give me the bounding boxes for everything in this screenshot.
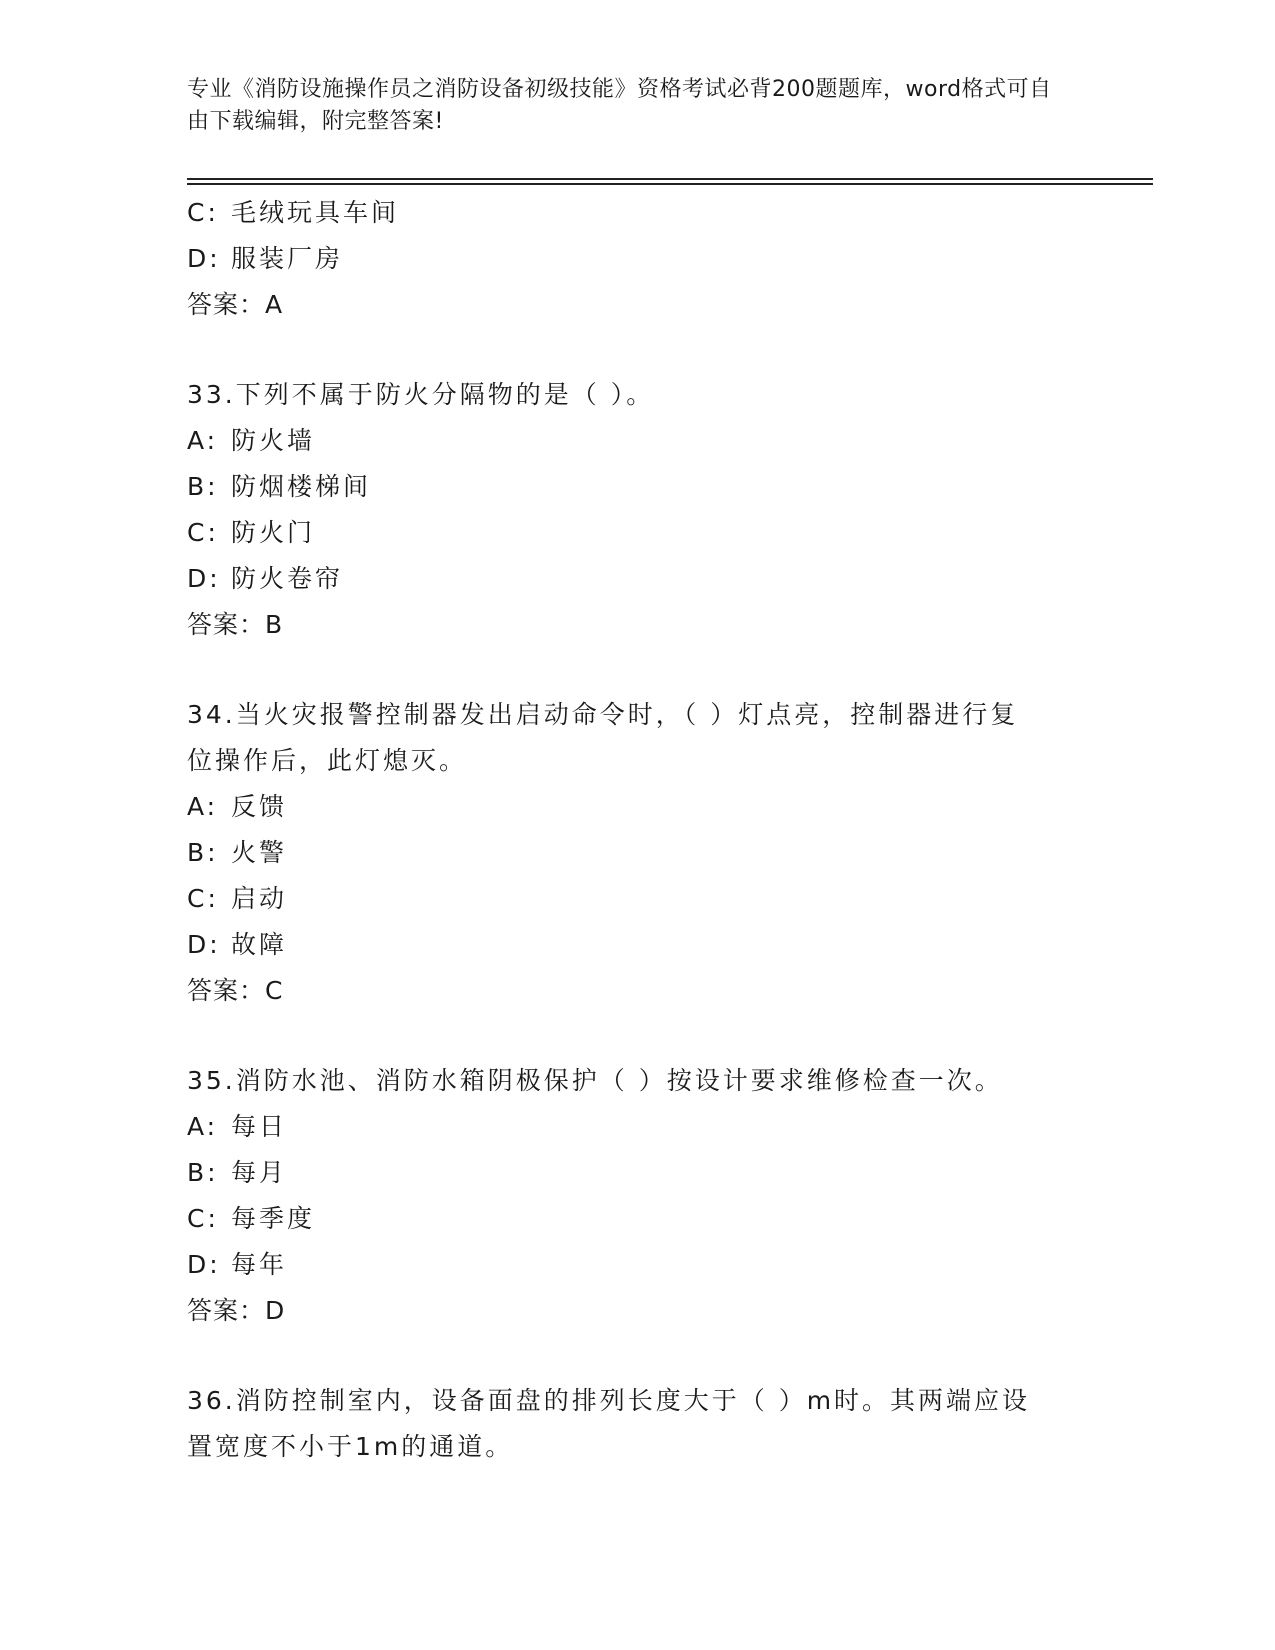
question-35 <box>187 1058 1067 1334</box>
question-text-line2: 置宽度不小于1m的通道。 <box>187 1432 514 1461</box>
option-b: B: 防烟楼梯间 <box>187 472 372 501</box>
question-text-line1: 36.消防控制室内，设备面盘的排列长度大于（ ）m时。其两端应设 <box>187 1386 1031 1415</box>
answer: 答案：B <box>187 610 284 639</box>
page-header <box>187 74 1067 138</box>
header-rule-bottom <box>187 183 1153 185</box>
option-c: C: 每季度 <box>187 1204 316 1233</box>
document-title: 专业《消防设施操作员之消防设备初级技能》资格考试必背200题题库，word格式可自由下载编辑，附完整答案! <box>187 77 1052 134</box>
option-c: C: 启动 <box>187 884 288 913</box>
question-34 <box>187 692 1067 1014</box>
question-33 <box>187 372 1067 648</box>
question-text: 35.消防水池、消防水箱阴极保护（ ）按设计要求维修检查一次。 <box>187 1066 1003 1095</box>
answer: 答案：C <box>187 976 284 1005</box>
option-a: A: 反馈 <box>187 792 288 821</box>
question-text: 33.下列不属于防火分隔物的是（ ）。 <box>187 380 655 409</box>
option-b: B: 火警 <box>187 838 288 867</box>
option-a: A: 防火墙 <box>187 426 316 455</box>
option-d: D: 服装厂房 <box>187 244 344 273</box>
option-d: D: 故障 <box>187 930 288 959</box>
option-d: D: 每年 <box>187 1250 288 1279</box>
option-d: D: 防火卷帘 <box>187 564 344 593</box>
question-list <box>187 190 1067 1470</box>
option-b: B: 每月 <box>187 1158 288 1187</box>
answer: 答案：D <box>187 1296 286 1325</box>
question-text-line1: 34.当火灾报警控制器发出启动命令时，（ ）灯点亮，控制器进行复 <box>187 700 1019 729</box>
question-text-line2: 位操作后，此灯熄灭。 <box>187 746 468 775</box>
header-rule-top <box>187 178 1153 180</box>
question-36 <box>187 1378 1067 1470</box>
option-a: A: 每日 <box>187 1112 288 1141</box>
option-c: C: 毛绒玩具车间 <box>187 198 400 227</box>
answer: 答案：A <box>187 290 284 319</box>
option-c: C: 防火门 <box>187 518 316 547</box>
